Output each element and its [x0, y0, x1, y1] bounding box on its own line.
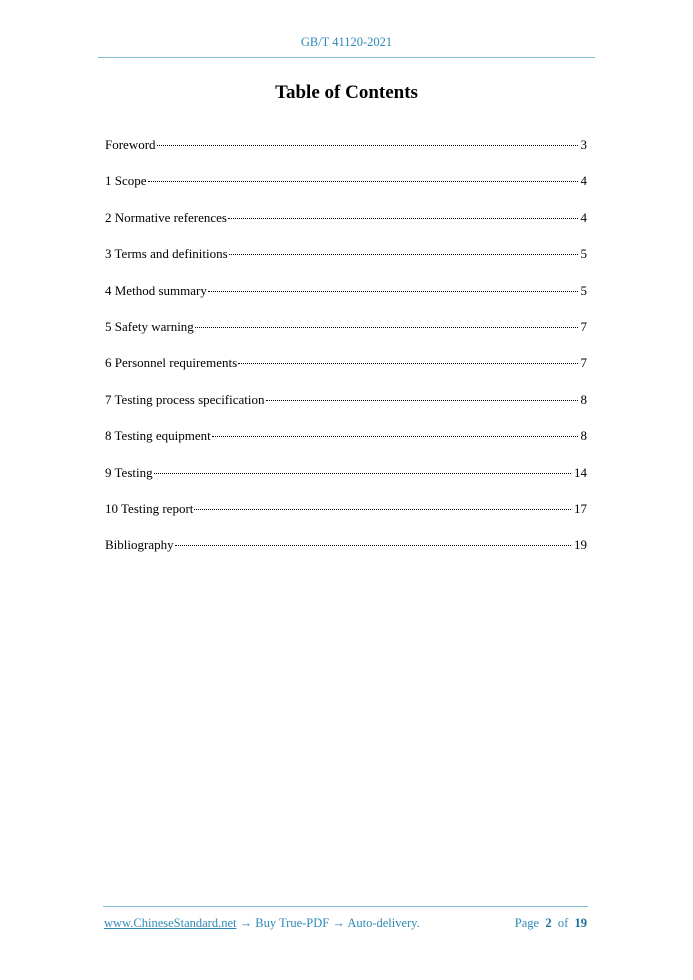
toc-entry-page: 8 [580, 428, 587, 444]
toc-entry-testing-report[interactable] [105, 501, 587, 537]
toc-title: Table of Contents [275, 82, 418, 103]
toc-entry-label: 2 Normative references [105, 209, 227, 225]
toc-entry-label: 1 Scope [105, 173, 147, 189]
dot-leader [229, 254, 578, 255]
running-header: GB/T 41120-2021 [300, 35, 393, 49]
toc-entry-page: 5 [580, 246, 587, 262]
footer-divider [103, 906, 588, 907]
auto-delivery-text: Auto-delivery. [347, 916, 420, 930]
toc-entry-label: 7 Testing process specification [105, 391, 265, 407]
site-link[interactable]: www.ChineseStandard.net [104, 916, 237, 930]
dot-leader [175, 545, 571, 546]
toc-entry-personnel-requirements[interactable] [105, 355, 587, 391]
toc-entry-testing-equipment[interactable] [105, 428, 587, 464]
dot-leader [208, 291, 578, 292]
page-number [515, 916, 587, 931]
dot-leader [228, 218, 578, 219]
dot-leader [195, 327, 578, 328]
dot-leader [194, 509, 571, 510]
toc-entry-label: 10 Testing report [105, 500, 194, 516]
dot-leader [148, 181, 578, 182]
of-word: of [557, 916, 569, 930]
toc-entry-label: 9 Testing [105, 464, 153, 480]
dot-leader [154, 473, 571, 474]
toc-entry-scope[interactable] [105, 173, 587, 209]
arrow-right-icon: → [332, 916, 345, 930]
toc-entry-page: 8 [580, 391, 587, 407]
page-word: Page [514, 916, 540, 930]
toc-entry-foreword[interactable] [105, 137, 587, 173]
toc-entry-label: 8 Testing equipment [105, 428, 211, 444]
dot-leader [157, 145, 578, 146]
toc-entry-testing[interactable] [105, 465, 587, 501]
toc-entry-method-summary[interactable] [105, 283, 587, 319]
dot-leader [238, 363, 577, 364]
toc-entry-page: 3 [580, 137, 587, 152]
current-page: 2 [545, 916, 552, 930]
toc-entry-label: 5 Safety warning [105, 318, 194, 334]
toc-entry-page: 4 [580, 209, 587, 225]
dot-leader [212, 436, 578, 437]
toc-entry-terms-and-definitions[interactable] [105, 246, 587, 282]
toc-entry-page: 19 [574, 537, 587, 553]
toc-entry-label: 6 Personnel requirements [105, 355, 238, 371]
toc-entry-page: 7 [580, 318, 587, 334]
toc-entry-page: 17 [574, 500, 587, 516]
toc-entry-page: 5 [580, 282, 587, 298]
toc-list [105, 137, 587, 574]
footer-promo [104, 916, 420, 931]
toc-entry-page: 4 [580, 173, 587, 189]
toc-entry-label: Foreword [105, 137, 156, 152]
toc-entry-safety-warning[interactable] [105, 319, 587, 355]
toc-entry-page: 14 [574, 464, 587, 480]
arrow-right-icon: → [239, 916, 253, 930]
toc-entry-testing-process-specification[interactable] [105, 392, 587, 428]
toc-entry-label: 3 Terms and definitions [105, 246, 228, 262]
toc-entry-normative-references[interactable] [105, 210, 587, 246]
total-pages: 19 [574, 916, 587, 930]
buy-true-pdf-text: Buy True-PDF [255, 916, 330, 930]
header-divider [98, 57, 595, 58]
toc-entry-label: Bibliography [105, 537, 174, 553]
dot-leader [266, 400, 578, 401]
toc-entry-page: 7 [580, 355, 587, 371]
toc-entry-bibliography[interactable] [105, 537, 587, 573]
toc-entry-label: 4 Method summary [105, 282, 207, 298]
